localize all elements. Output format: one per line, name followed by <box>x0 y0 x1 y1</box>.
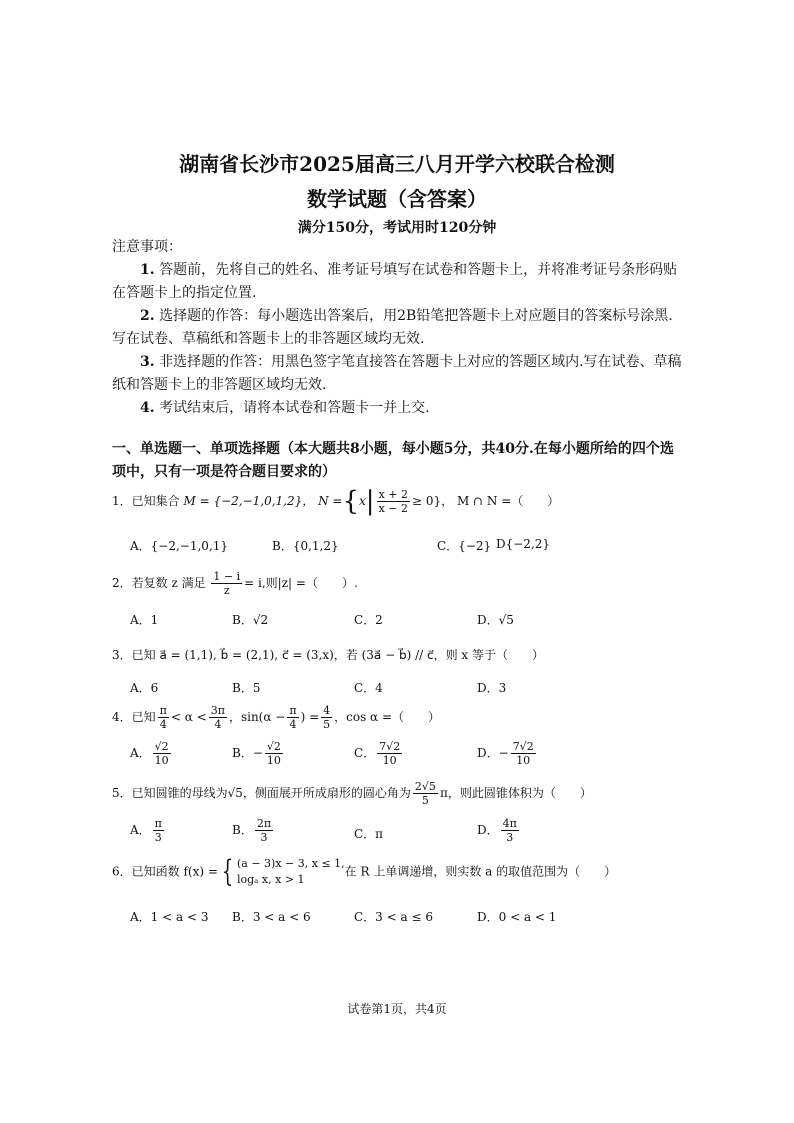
q2-option-b: B．√2 <box>232 613 269 627</box>
question-3: 3．已知 a⃗ = (1,1), b⃗ = (2,1), c⃗ = (3,x)，若 (3a⃗ − b⃗) // c⃗，则 x 等于（ ） <box>112 648 544 662</box>
q3-option-b: B．5 <box>232 681 261 695</box>
note-num: 3. <box>140 354 155 370</box>
q4-option-b: B．− $\frac{√2}{10}$ <box>232 740 281 767</box>
note-text: 写在试卷、草稿纸和答题卡上的非答题区域均无效. <box>112 331 425 347</box>
note-text: 非选择题的作答：用黑色签字笔直接答在答题卡上对应的答题区域内.写在试卷、草稿 <box>159 354 682 370</box>
q2-prefix: 2．若复数 z 满足 <box>112 576 206 590</box>
q5-option-a: A． $\frac{\pi}{3}$ <box>130 817 162 844</box>
q6-option-d: D．0 < a < 1 <box>477 910 557 924</box>
note-text: 选择题的作答：每小题选出答案后，用2B铅笔把答题卡上对应题目的答案标号涂黑. <box>159 308 673 324</box>
section-heading-line1: 一、单选题一、单项选择题（本大题共8小题，每小题5分，共40分.在每小题所给的四个选 <box>112 441 674 457</box>
q2-option-a: A．1 <box>130 613 159 627</box>
q1-option-c: C．{−2} <box>437 539 492 553</box>
q4-ineq: < α < <box>170 710 207 724</box>
section-heading-line2: 项中，只有一项是符合题目要求的） <box>112 464 336 480</box>
q5-prefix: 5．已知圆锥的母线为√5，侧面展开所成扇形的圆心角为 <box>112 786 411 800</box>
q4-eq: ) = <box>300 710 320 724</box>
question-1: 1．已知集合 M = {−2,−1,0,1,2}， N ={x| $\frac{x + 2}{x - 2}$ ≥ 0}， M ∩ N =（ ） <box>112 486 560 517</box>
q1-option-a: A．{−2,−1,0,1} <box>130 539 229 553</box>
q1-prefix: 1．已知集合 <box>112 494 180 508</box>
q1-tail: M ∩ N =（ ） <box>456 494 560 508</box>
q4-f4-num: 4 <box>323 704 331 717</box>
q6-case-1: (a − 3)x − 3, x ≤ 1, <box>237 857 345 870</box>
q6-case-2: logₐ x, x > 1 <box>237 873 305 886</box>
q4-sin: ，sin(α − <box>228 710 286 724</box>
q4-tail: ，cos α =（ ） <box>334 710 441 724</box>
exam-subtitle: 数学试题（含答案） <box>307 187 487 211</box>
exam-meta: 满分150分，考试用时120分钟 <box>297 220 497 236</box>
note-num: 2. <box>140 308 155 324</box>
q4-f4-den: 5 <box>323 718 331 731</box>
note-item-4 <box>112 397 692 420</box>
q3-option-a: A．6 <box>130 681 159 695</box>
note-num: 1. <box>140 262 155 278</box>
question-6: 6．已知函数 f(x) = { (a − 3)x − 3, x ≤ 1, logₐ x, x > 1 在 R 上单调递增，则实数 a 的取值范围为（ ） <box>112 854 617 889</box>
q1-set-m: M = {−2,−1,0,1,2}， <box>183 494 315 508</box>
q4-f3-den: 4 <box>289 718 297 731</box>
q1-frac-num: x + 2 <box>378 488 408 501</box>
page-footer: 试卷第1页，共4页 <box>347 1002 447 1016</box>
q6-tail: 在 R 上单调递增，则实数 a 的取值范围为（ ） <box>344 864 617 879</box>
q4-option-c: C． $\frac{7√2}{10}$ <box>354 740 401 767</box>
notes-heading: 注意事项： <box>112 239 182 255</box>
q5-frac-den: 5 <box>421 794 429 807</box>
q6-option-c: C．3 < a ≤ 6 <box>354 910 433 924</box>
q3-option-d: D．3 <box>477 681 507 695</box>
q2-option-c: C．2 <box>354 613 383 627</box>
q3-option-c: C．4 <box>354 681 383 695</box>
q5-option-b: B． $\frac{2\pi}{3}$ <box>232 817 272 844</box>
note-text: 纸和答题卡上的非答题区域均无效. <box>112 377 327 393</box>
q1-n-suffix: ≥ 0}， <box>411 494 454 508</box>
note-item-3 <box>112 351 692 397</box>
exam-title: 湖南省长沙市2025届高三八月开学六校联合检测 <box>179 152 615 176</box>
section-heading <box>112 438 702 484</box>
question-4 <box>112 704 440 731</box>
note-num: 4. <box>140 400 155 416</box>
q5-tail: π，则此圆锥体积为（ ） <box>439 786 592 800</box>
q2-frac-num: 1 − i <box>213 570 241 583</box>
q4-prefix: 4．已知 <box>112 710 156 724</box>
q1-option-b: B．{0,1,2} <box>272 539 339 553</box>
q5-frac-num: 2√5 <box>414 780 436 793</box>
q4-f1-num: π <box>159 704 167 717</box>
q4-f2-den: 4 <box>214 718 222 731</box>
q5-option-d: D． $\frac{4\pi}{3}$ <box>477 817 517 844</box>
q4-f1-den: 4 <box>159 718 167 731</box>
q2-option-d: D．√5 <box>477 613 514 627</box>
note-item-2 <box>112 305 692 351</box>
q2-frac-den: z <box>223 584 230 597</box>
question-5 <box>112 780 592 807</box>
question-2 <box>112 570 358 597</box>
q4-f2-num: 3π <box>210 704 225 717</box>
q1-set-n: N = <box>318 494 343 508</box>
q6-option-b: B．3 < a < 6 <box>232 910 311 924</box>
q6-option-a: A．1 < a < 3 <box>130 910 209 924</box>
q1-frac-den: x − 2 <box>378 502 408 515</box>
note-text: 在答题卡上的指定位置. <box>112 285 257 301</box>
note-text: 答题前，先将自己的姓名、准考证号填写在试卷和答题卡上，并将准考证号条形码贴 <box>159 262 678 278</box>
q2-tail: = i,则|z| =（ ）. <box>244 576 358 590</box>
q4-f3-num: π <box>289 704 297 717</box>
q4-option-a: A． $\frac{√2}{10}$ <box>130 740 169 767</box>
note-item-1 <box>112 259 692 305</box>
note-text: 考试结束后，请将本试卷和答题卡一并上交. <box>159 400 430 416</box>
q1-option-d: D{−2,2} <box>496 537 551 551</box>
q6-prefix: 6．已知函数 f(x) = <box>112 864 218 879</box>
q5-option-c: C．π <box>354 827 384 841</box>
q4-option-d: D．− $\frac{7√2}{10}$ <box>477 740 534 767</box>
